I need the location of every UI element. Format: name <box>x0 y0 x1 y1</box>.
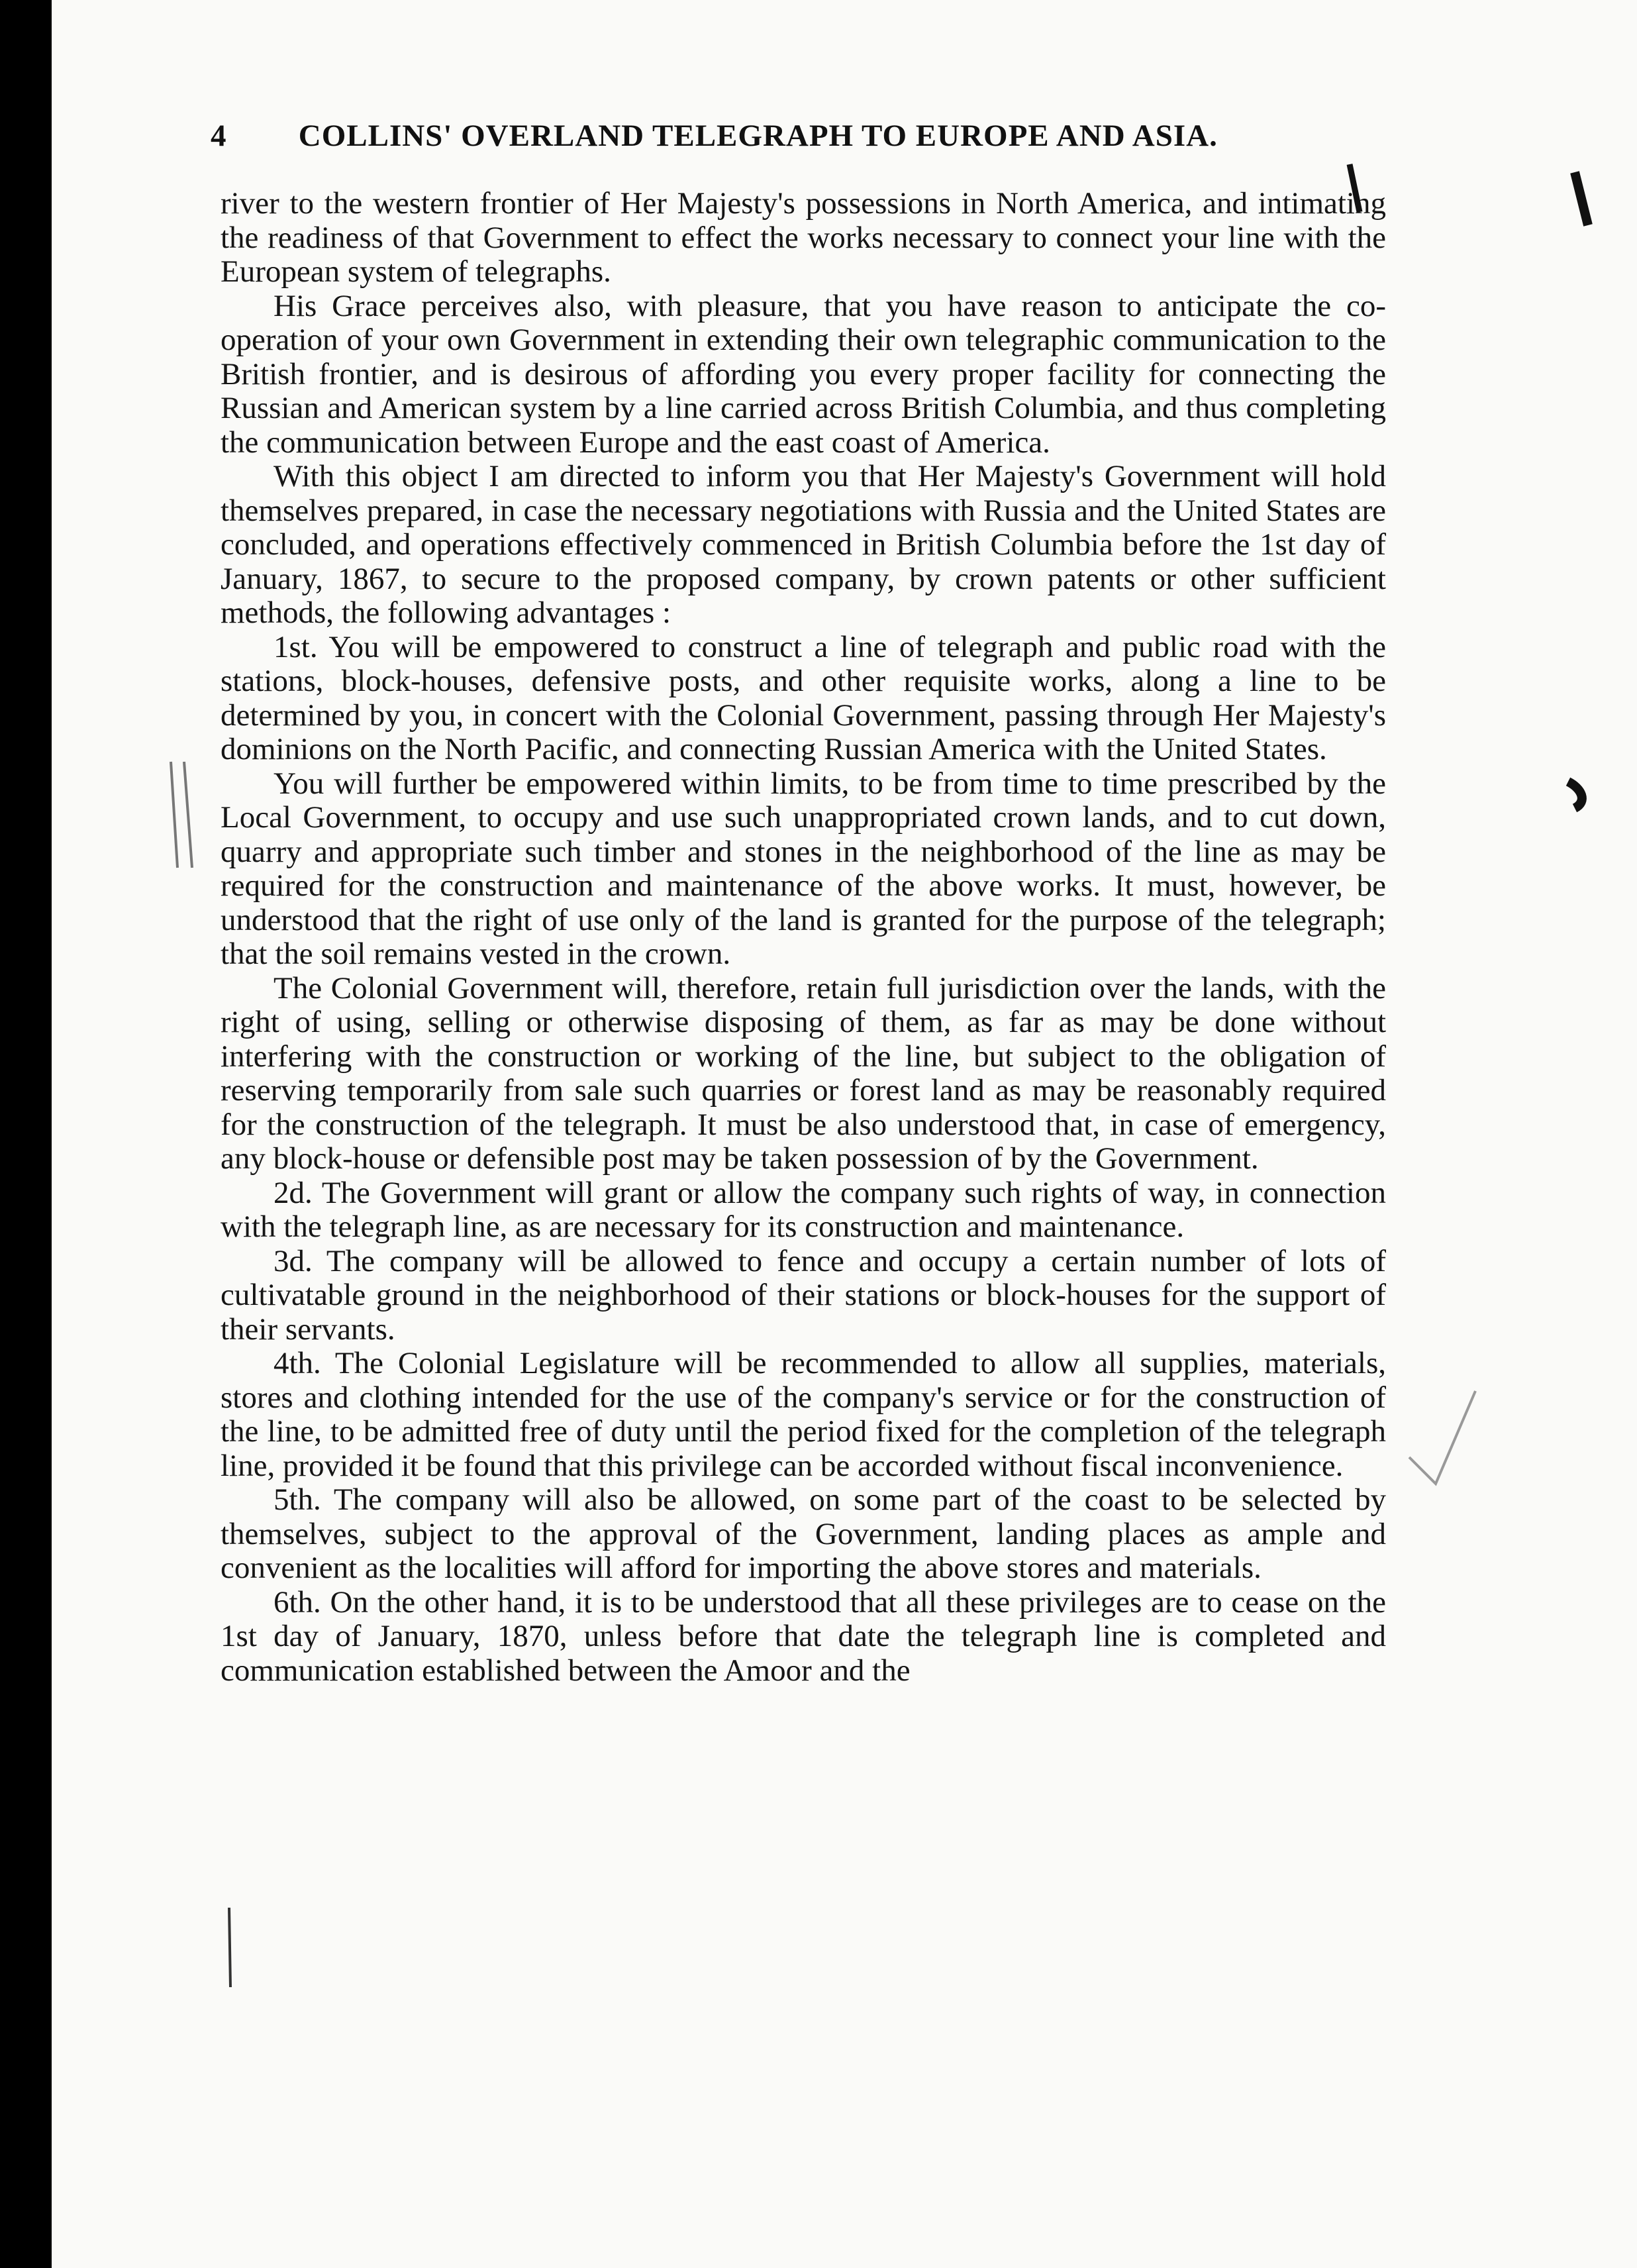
paragraph-3: With this object I am directed to inform you that Her Majesty's Government will hold themselves prepared, in case the necessary negotiations with Russia and the United States are concluded, and operations effectively commenced in British Columbia before the 1st day of January, 1867, to secure to the proposed company, by crown patents or other sufficient methods, the following advantages : <box>221 459 1386 630</box>
paragraph-1: river to the western frontier of Her Majesty's possessions in North America, and intimating the readiness of that Government to effect the works necessary to connect your line with the European system of telegraphs. <box>221 186 1386 289</box>
paragraph-10: 5th. The company will also be allowed, on some part of the coast to be selected by themselves, subject to the approval of the Government, landing places as ample and convenient as the localities will afford for importing the above stores and materials. <box>221 1482 1386 1585</box>
paragraph-4: 1st. You will be empowered to construct a line of telegraph and public road with the stations, block-houses, defensive posts, and other requisite works, along a line to be determined by you, in concert with the Colonial Government, passing through Her Majesty's dominions on the North Pacific, and connecting Russian America with the United States. <box>221 629 1386 766</box>
page-number: 4 <box>211 119 227 153</box>
running-title: COLLINS' OVERLAND TELEGRAPH TO EUROPE AND ASIA. <box>298 119 1218 153</box>
margin-annotations <box>52 0 1637 2268</box>
paragraph-7: 2d. The Government will grant or allow the company such rights of way, in connection with the telegraph line, as are necessary for its construction and maintenance. <box>221 1175 1386 1244</box>
document-page <box>52 0 1637 2268</box>
paragraph-2: His Grace perceives also, with pleasure, that you have reason to anticipate the co-operation of your own Government in extending their own telegraphic communication to the British frontier, and is desirous of affording you every proper facility for connecting the Russian and American system by a line carried across British Columbia, and thus completing the communication between Europe and the east coast of America. <box>221 288 1386 460</box>
paragraph-6: The Colonial Government will, therefore, retain full jurisdiction over the lands, with the right of using, selling or otherwise disposing of them, as far as may be done without interfering with the construction or working of the line, but subject to the obligation of reserving temporarily from sale such quarries or forest land as may be reasonably required for the construction of the telegraph. It must be also understood that, in case of emergency, any block-house or defensible post may be taken possession of by the Government. <box>221 970 1386 1176</box>
paragraph-8: 3d. The company will be allowed to fence and occupy a certain number of lots of cultivatable ground in the neighborhood of their stations or block-houses for the support of their servants. <box>221 1243 1386 1347</box>
paragraph-11: 6th. On the other hand, it is to be understood that all these privileges are to cease on the 1st day of January, 1870, unless before that date the telegraph line is completed and communication established between the Amoor and the <box>221 1584 1386 1688</box>
paragraph-9: 4th. The Colonial Legislature will be recommended to allow all supplies, materials, stores and clothing intended for the use of the company's service or for the construction of the line, to be admitted free of duty until the period fixed for the completion of the telegraph line, provided it be found that this privilege can be accorded without fiscal inconvenience. <box>221 1346 1386 1483</box>
paragraph-5: You will further be empowered within limits, to be from time to time prescribed by the Local Government, to occupy and use such unappropriated crown lands, and to cut down, quarry and appropriate such timber and stones in the neighborhood of the line as may be required for the construction and maintenance of the above works. It must, however, be understood that the right of use only of the land is granted for the purpose of the telegraph; that the soil remains vested in the crown. <box>221 766 1386 971</box>
